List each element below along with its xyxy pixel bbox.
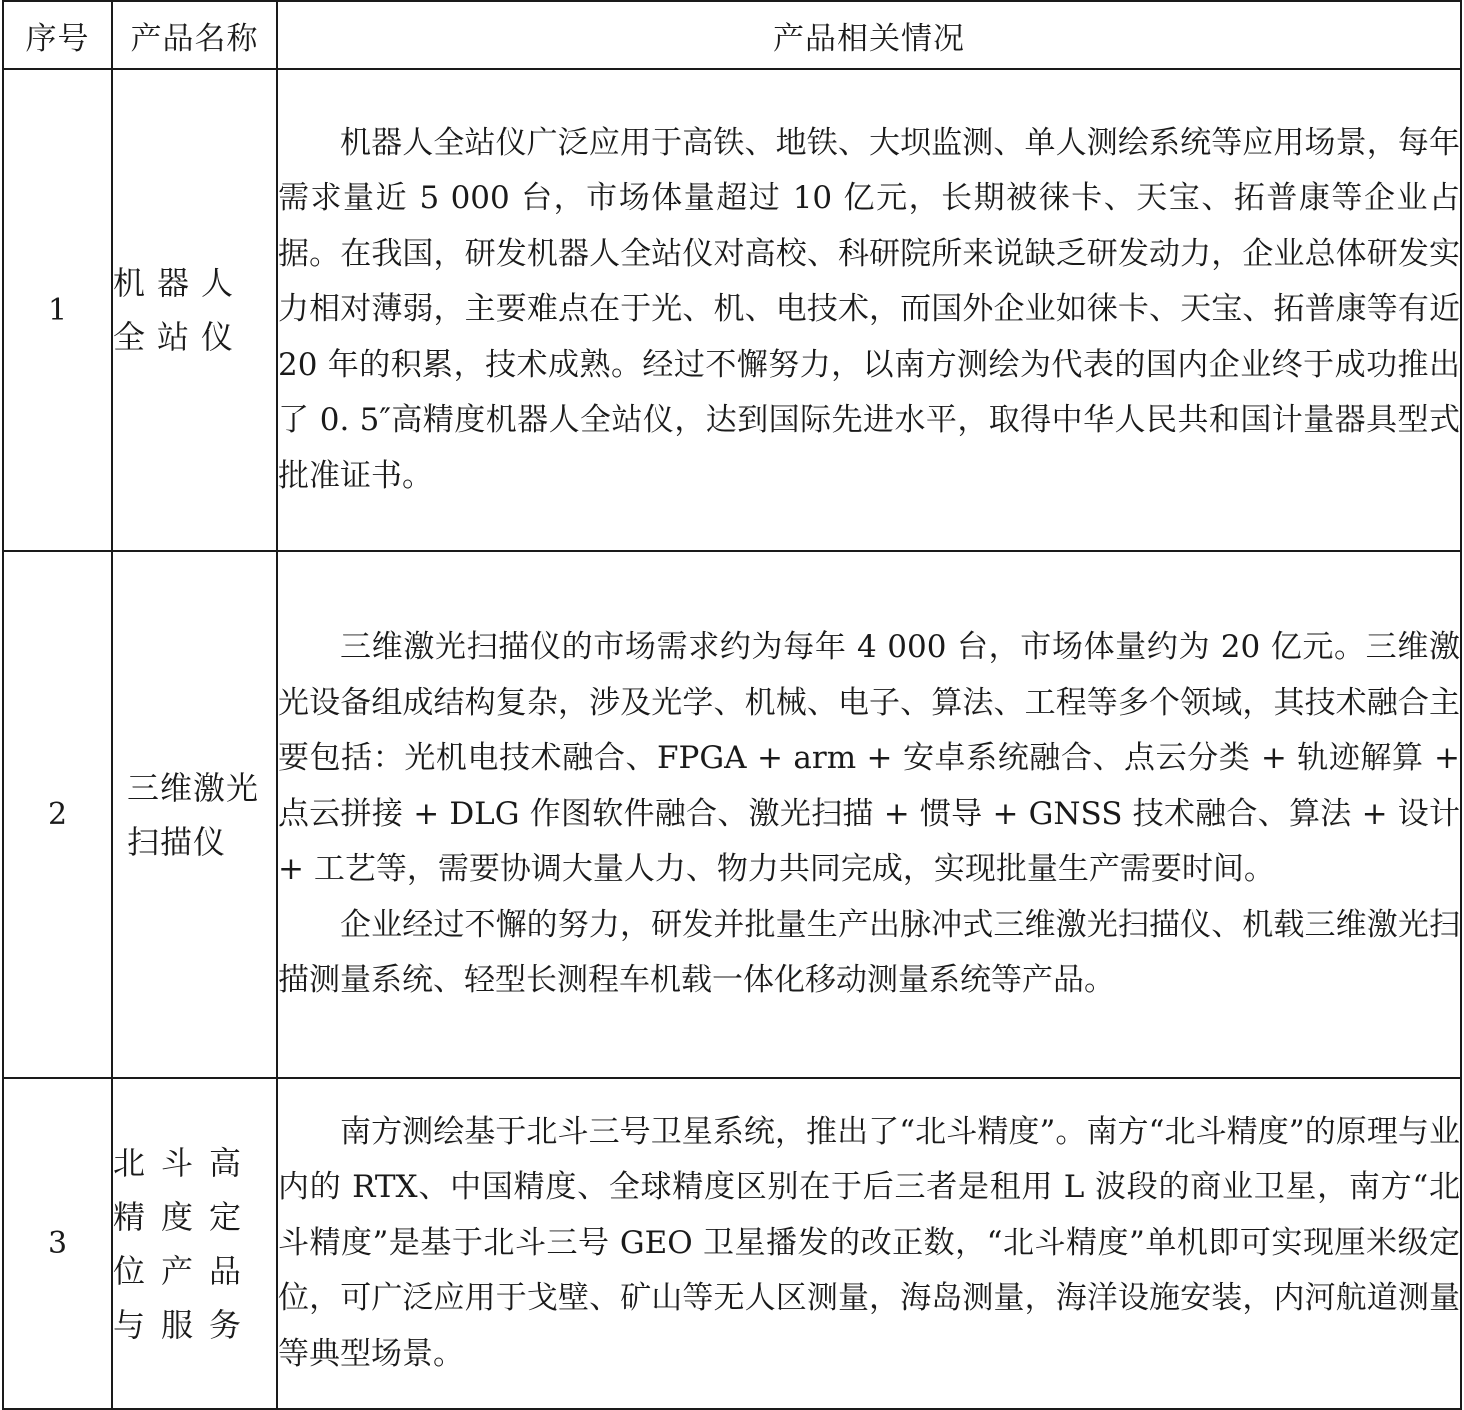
description-paragraph: 三维激光扫描仪的市场需求约为每年 4 000 台，市场体量约为 20 亿元。三维激光设备组成结构复杂，涉及光学、机械、电子、算法、工程等多个领域，其技术融合主要包括：光机电技术融合、FPGA + arm + 安卓系统融合、点云分类 + 轨迹解算 + 点云拼接 + DLG 作图软件融合、激光扫描 + 惯导 + GNSS 技术融合、算法 + 设计 + 工艺等，需要协调大量人力、物力共同完成，实现批量生产需要时间。 [278, 629, 1460, 888]
header-seq: 序号 [3, 1, 112, 69]
row-product-name: 机器人全站仪 [112, 69, 277, 551]
header-row [3, 1, 1461, 69]
row-description [277, 69, 1461, 551]
row-seq: 3 [3, 1078, 112, 1409]
row-description [277, 551, 1461, 1078]
product-table [2, 0, 1462, 1410]
row-description [277, 1078, 1461, 1409]
description-paragraph: 南方测绘基于北斗三号卫星系统，推出了“北斗精度”。南方“北斗精度”的原理与业内的 RTX、中国精度、全球精度区别在于后三者是租用 L 波段的商业卫星，南方“北斗精度”是基于北斗三号 GEO 卫星播发的改正数，“北斗精度”单机即可实现厘米级定位，可广泛应用于戈壁、矿山等无人区测量，海岛测量，海洋设施安装，内河航道测量等典型场景。 [278, 1113, 1460, 1372]
row-seq: 1 [3, 69, 112, 551]
row-seq: 2 [3, 551, 112, 1078]
row-product-name: 北斗高精度定位产品与服务 [112, 1078, 277, 1409]
header-desc: 产品相关情况 [277, 1, 1461, 69]
description-paragraph: 机器人全站仪广泛应用于高铁、地铁、大坝监测、单人测绘系统等应用场景，每年需求量近 5 000 台，市场体量超过 10 亿元，长期被徕卡、天宝、拓普康等企业占据。在我国，研发机器人全站仪对高校、科研院所来说缺乏研发动力，企业总体研发实力相对薄弱，主要难点在于光、机、电技术，而国外企业如徕卡、天宝、拓普康等有近 20 年的积累，技术成熟。经过不懈努力，以南方测绘为代表的国内企业终于成功推出了 0. 5″高精度机器人全站仪，达到国际先进水平，取得中华人民共和国计量器具型式批准证书。 [278, 124, 1460, 494]
table-row [3, 1078, 1461, 1409]
header-name: 产品名称 [112, 1, 277, 69]
row-product-name: 三维激光扫描仪 [112, 551, 277, 1078]
table-row [3, 551, 1461, 1078]
description-paragraph: 企业经过不懈的努力，研发并批量生产出脉冲式三维激光扫描仪、机载三维激光扫描测量系统、轻型长测程车机载一体化移动测量系统等产品。 [278, 906, 1460, 999]
table-row [3, 69, 1461, 551]
